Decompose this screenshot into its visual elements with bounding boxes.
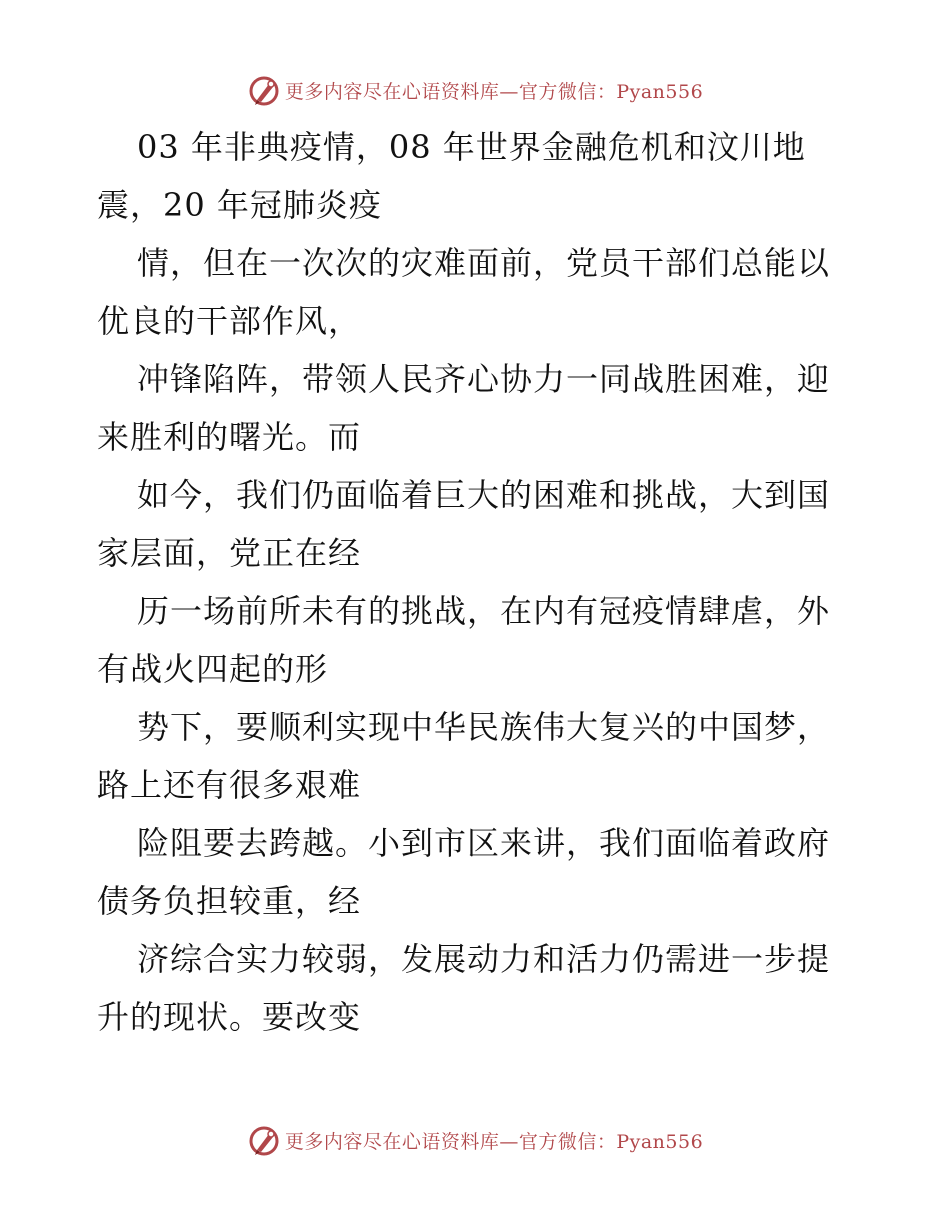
header-banner	[0, 70, 950, 110]
text-line: 家层面，党正在经	[97, 534, 362, 572]
text-line: 冲锋陷阵，带领人民齐心协力一同战胜困难，迎	[137, 360, 831, 398]
footer-banner	[0, 1120, 950, 1160]
text-line: 震，20 年冠肺炎疫	[97, 186, 382, 224]
pen-logo-icon	[247, 1124, 281, 1158]
text-line: 路上还有很多艰难	[97, 766, 362, 804]
text-line: 济综合实力较弱，发展动力和活力仍需进一步提	[137, 940, 831, 978]
text-line: 优良的干部作风，	[97, 302, 362, 340]
text-line: 债务负担较重，经	[97, 882, 362, 920]
text-line: 势下，要顺利实现中华民族伟大复兴的中国梦，	[137, 708, 831, 746]
footer-banner-text: 更多内容尽在心语资料库—官方微信：Pyan556	[284, 1130, 704, 1153]
text-line: 历一场前所未有的挑战，在内有冠疫情肆虐，外	[137, 592, 831, 630]
text-line: 03 年非典疫情，08 年世界金融危机和汶川地	[137, 128, 806, 166]
document-body	[97, 118, 857, 1046]
text-line: 情，但在一次次的灾难面前，党员干部们总能以	[137, 244, 831, 282]
text-line: 有战火四起的形	[97, 650, 329, 688]
text-line: 来胜利的曙光。而	[97, 418, 362, 456]
text-line: 如今，我们仍面临着巨大的困难和挑战，大到国	[137, 476, 831, 514]
text-line: 升的现状。要改变	[97, 998, 362, 1036]
header-banner-text: 更多内容尽在心语资料库—官方微信：Pyan556	[284, 80, 704, 103]
text-line: 险阻要去跨越。小到市区来讲，我们面临着政府	[137, 824, 831, 862]
pen-logo-icon	[247, 74, 281, 108]
